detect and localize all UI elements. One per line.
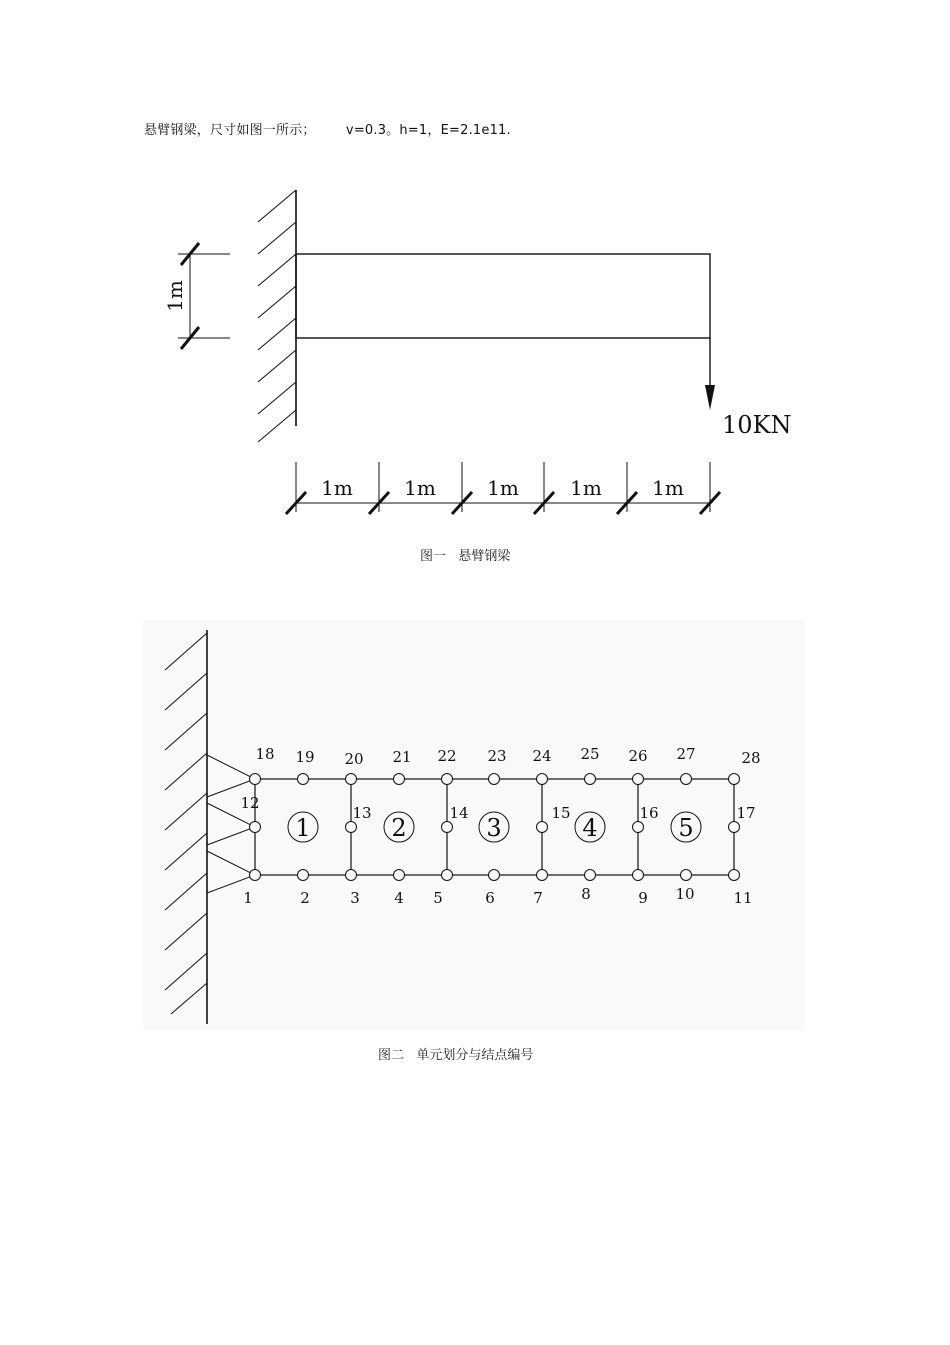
node-label-1: 1 (243, 889, 253, 907)
node-label-16: 16 (639, 804, 659, 822)
figure2-caption: 图二 单元划分与结点编号 (378, 1048, 534, 1063)
figure2-background (143, 620, 805, 1030)
span-label-1: 1m (321, 476, 353, 500)
node-label-3: 3 (350, 889, 360, 907)
element-label-4: 4 (582, 814, 598, 842)
node-label-2: 2 (300, 889, 310, 907)
node-label-13: 13 (352, 804, 372, 822)
height-label: 1m (163, 280, 187, 312)
load-label: 10KN (722, 411, 792, 439)
span-label-4: 1m (570, 476, 602, 500)
element-label-1: 1 (295, 814, 311, 842)
span-label-2: 1m (404, 476, 436, 500)
node-label-8: 8 (581, 885, 591, 903)
node-label-23: 23 (487, 747, 507, 765)
element-label-2: 2 (391, 814, 407, 842)
node-label-17: 17 (736, 804, 756, 822)
problem-statement: 悬臂钢梁，尺寸如图一所示； v=0.3。h=1，E=2.1e11. (144, 123, 511, 138)
node-label-5: 5 (433, 889, 443, 907)
node-label-18: 18 (255, 745, 275, 763)
node-label-27: 27 (676, 745, 696, 763)
node-label-28: 28 (741, 749, 761, 767)
node-label-19: 19 (295, 748, 315, 766)
node-label-22: 22 (437, 747, 457, 765)
element-label-3: 3 (486, 814, 502, 842)
node-label-15: 15 (551, 804, 571, 822)
node-label-11: 11 (733, 889, 753, 907)
wall-hatching (258, 190, 296, 442)
node-label-4: 4 (394, 889, 404, 907)
node-label-7: 7 (533, 889, 543, 907)
beam-body (296, 254, 710, 338)
figure1-cantilever-beam (178, 190, 720, 514)
node-label-26: 26 (628, 747, 648, 765)
node-label-12: 12 (240, 794, 260, 812)
span-label-3: 1m (487, 476, 519, 500)
node-label-6: 6 (485, 889, 495, 907)
element-label-5: 5 (678, 814, 694, 842)
node-label-14: 14 (449, 804, 469, 822)
load-arrow-head (705, 385, 715, 410)
figure1-caption: 图一 悬臂钢梁 (420, 549, 511, 564)
node-label-9: 9 (638, 889, 648, 907)
figure1-labels (163, 280, 791, 500)
node-label-24: 24 (532, 747, 552, 765)
node-label-10: 10 (675, 885, 695, 903)
node-label-21: 21 (392, 748, 412, 766)
span-label-5: 1m (652, 476, 684, 500)
node-label-25: 25 (580, 745, 600, 763)
node-label-20: 20 (344, 750, 364, 768)
